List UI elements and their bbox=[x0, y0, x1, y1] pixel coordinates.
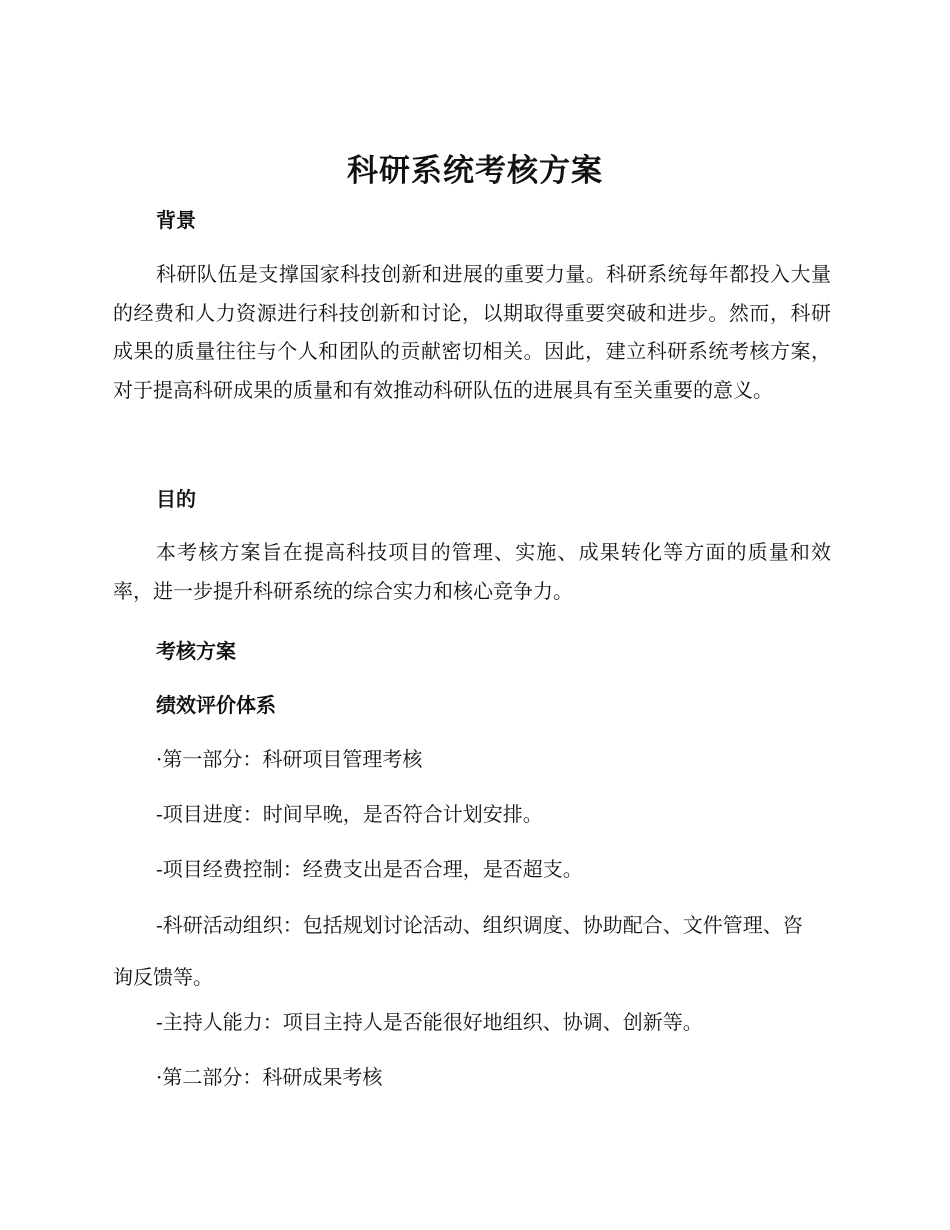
list-item-budget: -项目经费控制：经费支出是否合理，是否超支。 bbox=[156, 857, 583, 881]
list-item-progress: -项目进度：时间早晚，是否符合计划安排。 bbox=[156, 802, 543, 826]
section-heading-purpose: 目的 bbox=[156, 487, 196, 511]
section-heading-plan: 考核方案 bbox=[156, 639, 236, 663]
list-item-part-two: ·第二部分：科研成果考核 bbox=[156, 1065, 383, 1089]
background-paragraph: 科研队伍是支撑国家科技创新和进展的重要力量。科研系统每年都投入大量的经费和人力资源进行科技创新和讨论，以期取得重要突破和进步。然而，科研成果的质量往往与个人和团队的贡献密切相关。因此，建立科研系统考核方案，对于提高科研成果的质量和有效推动科研队伍的进展具有至关重要的意义。 bbox=[113, 262, 831, 402]
list-item-part-one: ·第一部分：科研项目管理考核 bbox=[156, 747, 423, 771]
document-title: 科研系统考核方案 bbox=[347, 153, 603, 189]
section-heading-evaluation: 绩效评价体系 bbox=[156, 693, 276, 717]
list-item-activities: -科研活动组织：包括规划讨论活动、组织调度、协助配合、文件管理、咨询反馈等。 bbox=[113, 913, 803, 989]
list-item-leader: -主持人能力：项目主持人是否能很好地组织、协调、创新等。 bbox=[156, 1010, 703, 1034]
purpose-paragraph: 本考核方案旨在提高科技项目的管理、实施、成果转化等方面的质量和效率，进一步提升科研系统的综合实力和核心竞争力。 bbox=[113, 540, 831, 603]
section-heading-background: 背景 bbox=[156, 208, 196, 232]
